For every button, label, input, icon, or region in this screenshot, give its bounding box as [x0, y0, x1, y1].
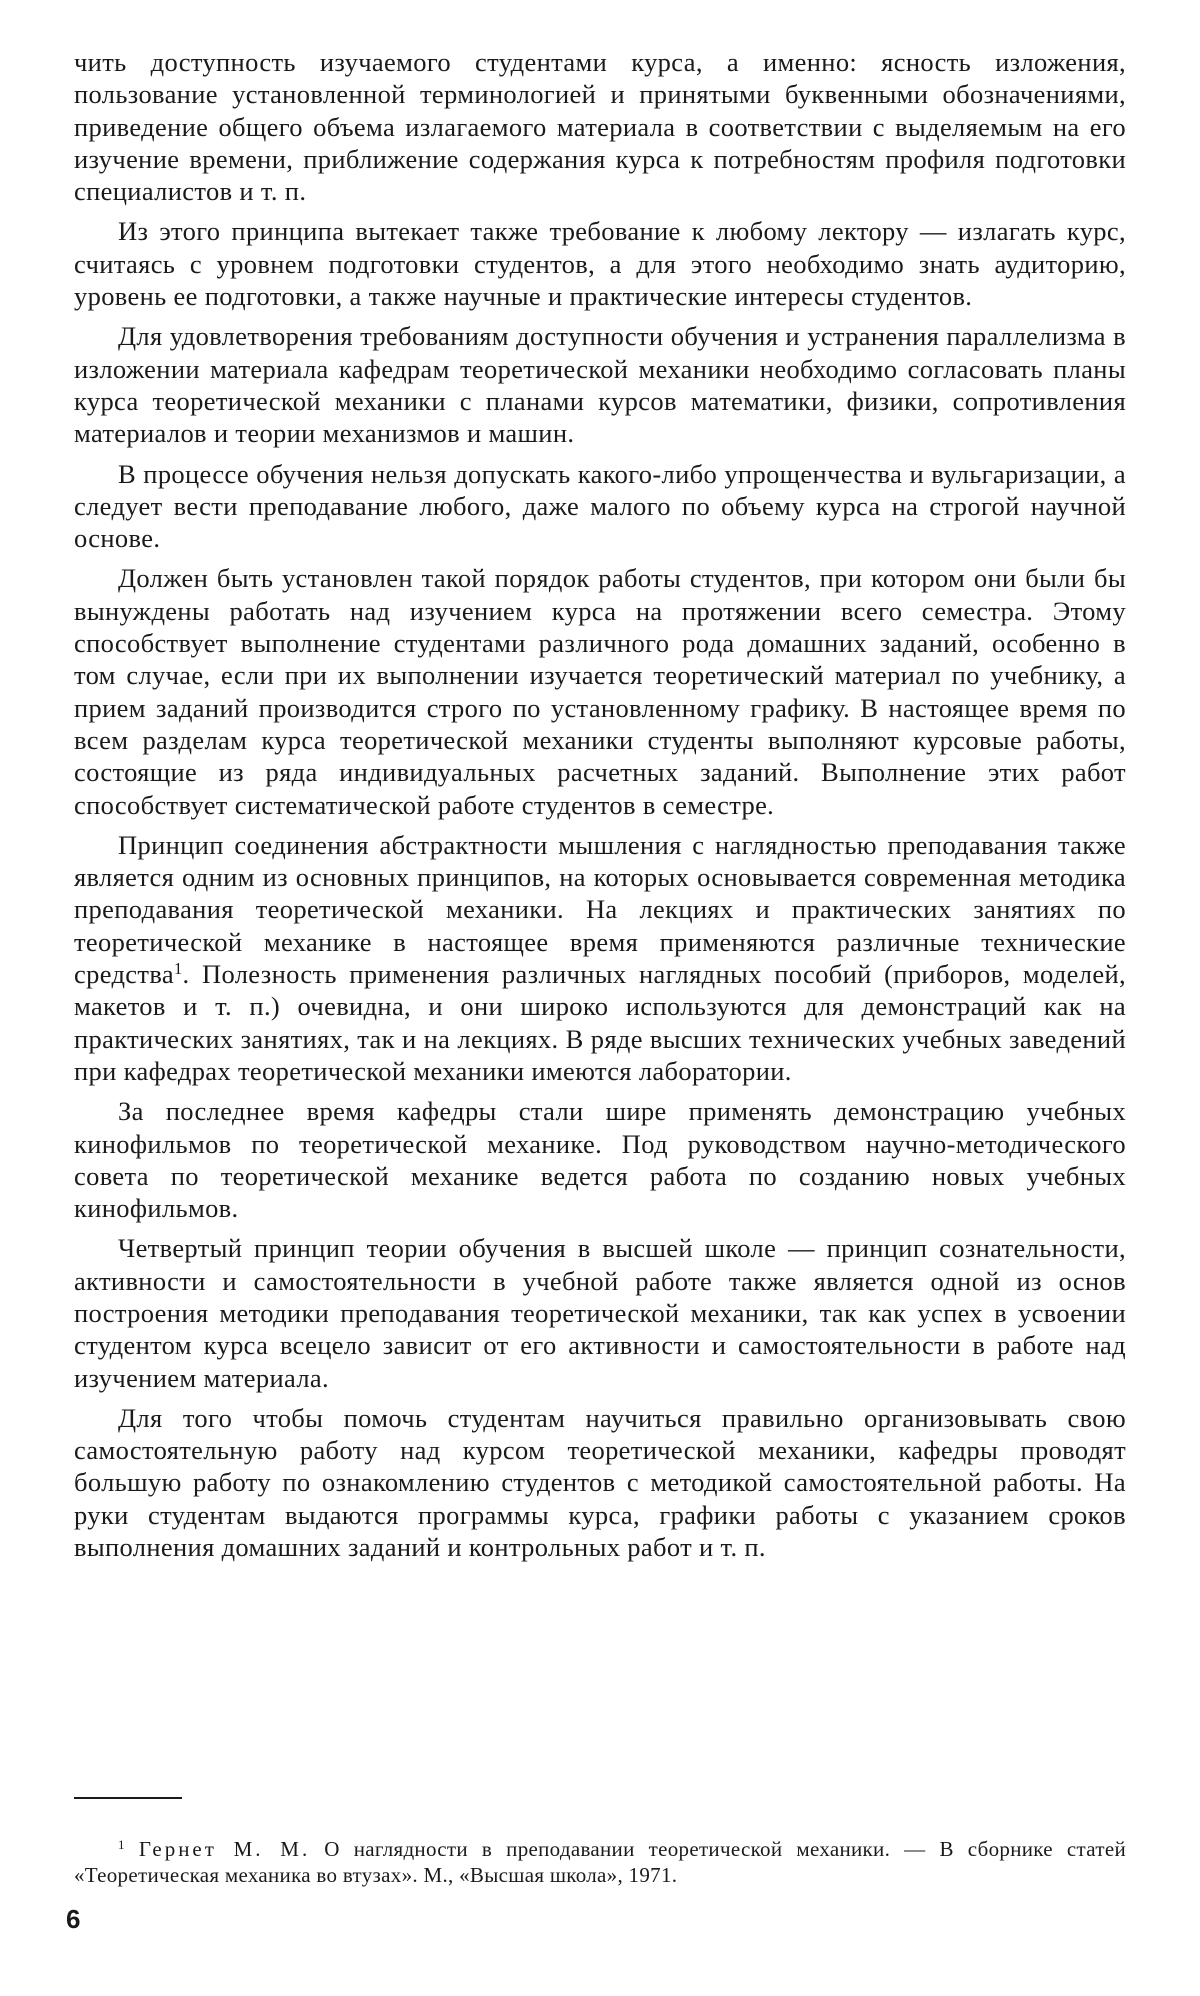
body-text — [74, 46, 1126, 1571]
footnote-citation: О наглядности в преподавании теоретической механики. — В сборнике статей «Теоретическая механика во втузах». М., «Высшая школа», 1971. — [74, 1837, 1126, 1887]
paragraph: В процессе обучения нельзя допускать какого-либо упрощенчества и вульгаризации, а следует вести преподавание любого, даже малого по объему курса на строгой научной основе. — [74, 458, 1126, 554]
paragraph-with-note — [74, 829, 1126, 1087]
paragraph: Для того чтобы помочь студентам научиться правильно организовывать свою самостоятельную работу над курсом теоретической механики, кафедры проводят большую работу по ознакомлению студентов с методикой самостоятельной работы. На руки студентам выдаются программы курса, графики работы с указанием сроков выполнения домашних заданий и контрольных работ и т. п. — [74, 1402, 1126, 1563]
paragraph: За последнее время кафедры стали шире применять демонстрацию учебных кинофильмов по теоретической механике. Под руководством научно-методического совета по теоретической механике ведется работа по созданию новых учебных кинофильмов. — [74, 1096, 1126, 1224]
footnote-divider — [74, 1797, 182, 1799]
paragraph: Четвертый принцип теории обучения в высшей школе — принцип сознательности, активности и самостоятельности в учебной работе также является одной из основ построения методики преподавания теоретической механики, так как успех в усвоении студентом курса всецело зависит от его активности и самостоятельности в работе над изучением материала. — [74, 1233, 1126, 1393]
footnote — [74, 1836, 1126, 1888]
footnote-text — [74, 1836, 1126, 1888]
footnote-marker: 1 — [118, 1836, 125, 1852]
footnote-reference: 1 — [173, 958, 183, 978]
paragraph-text: Принцип соединения абстрактности мышления с наглядностью преподавания также является одним из основных принципов, на которых основывается современная методика преподавания теоретической механики. На лекциях и практических занятиях по теоретической механике в настоящее время применяются различные технические средства — [74, 829, 1126, 990]
paragraph: Должен быть установлен такой порядок работы студентов, при котором они были бы вынуждены работать над изучением курса на протяжении всего семестра. Этому способствует выполнение студентами различного рода домашних заданий, особенно в том случае, если при их выполнении изучается теоретический материал по учебнику, а прием заданий производится строго по установленному графику. В настоящее время по всем разделам курса теоретической механики студенты выполняют курсовые работы, состоящие из ряда индивидуальных расчетных заданий. Выполнение этих работ способствует систематической работе студентов в семестре. — [74, 563, 1126, 820]
paragraph: Для удовлетворения требованиям доступности обучения и устранения параллелизма в изложении материала кафедрам теоретической механики необходимо согласовать планы курса теоретической механики с планами курсов математики, физики, сопротивления материалов и теории механизмов и машин. — [74, 321, 1126, 449]
page-number: 6 — [66, 1904, 81, 1934]
footnote-author: Гернет М. М. — [138, 1837, 311, 1861]
paragraph-text: . Полезность применения различных наглядных пособий (приборов, моделей, макетов и т. п.) очевидна, и они широко используются для демонстраций как на практических занятиях, так и на лекциях. В ряде высших технических учебных заведений при кафедрах теоретической механики имеются лаборатории. — [74, 959, 1126, 1086]
paragraph: чить доступность изучаемого студентами курса, а именно: ясность изложения, пользование установленной терминологией и принятыми буквенными обозначениями, приведение общего объема излагаемого материала в соответствии с выделяемым на его изучение времени, приближение содержания курса к потребностям профиля подготовки специалистов и т. п. — [74, 47, 1126, 207]
paragraph: Из этого принципа вытекает также требование к любому лектору — излагать курс, считаясь с уровнем подготовки студентов, а для этого необходимо знать аудиторию, уровень ее подготовки, а также научные и практические интересы студентов. — [74, 216, 1126, 312]
